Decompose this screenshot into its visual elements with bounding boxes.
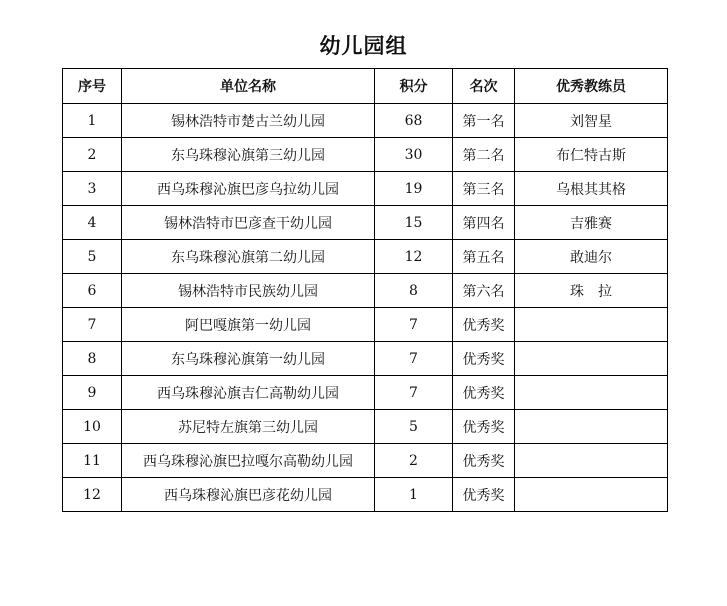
table-row — [63, 138, 668, 172]
cell-serial-number: 9 — [63, 376, 122, 410]
cell-coach: 珠 拉 — [515, 274, 668, 308]
cell-rank: 优秀奖 — [453, 410, 515, 444]
cell-coach: 敢迪尔 — [515, 240, 668, 274]
cell-coach — [515, 342, 668, 376]
cell-score: 7 — [375, 308, 453, 342]
table-row — [63, 444, 668, 478]
cell-serial-number: 7 — [63, 308, 122, 342]
table-row — [63, 240, 668, 274]
cell-serial-number: 1 — [63, 104, 122, 138]
cell-score: 15 — [375, 206, 453, 240]
cell-serial-number: 3 — [63, 172, 122, 206]
cell-unit-name: 东乌珠穆沁旗第二幼儿园 — [122, 240, 375, 274]
header-rank: 名次 — [453, 69, 515, 104]
cell-unit-name: 阿巴嘎旗第一幼儿园 — [122, 308, 375, 342]
cell-unit-name: 西乌珠穆沁旗巴彦乌拉幼儿园 — [122, 172, 375, 206]
cell-score: 7 — [375, 376, 453, 410]
table-row — [63, 172, 668, 206]
cell-coach: 布仁特古斯 — [515, 138, 668, 172]
cell-score: 68 — [375, 104, 453, 138]
header-serial-number: 序号 — [63, 69, 122, 104]
cell-rank: 第六名 — [453, 274, 515, 308]
table-row — [63, 478, 668, 512]
cell-unit-name: 东乌珠穆沁旗第三幼儿园 — [122, 138, 375, 172]
cell-serial-number: 10 — [63, 410, 122, 444]
table-row — [63, 342, 668, 376]
cell-score: 30 — [375, 138, 453, 172]
cell-rank: 第三名 — [453, 172, 515, 206]
cell-serial-number: 2 — [63, 138, 122, 172]
results-table — [62, 68, 668, 512]
cell-rank: 优秀奖 — [453, 444, 515, 478]
cell-unit-name: 锡林浩特市楚古兰幼儿园 — [122, 104, 375, 138]
cell-score: 12 — [375, 240, 453, 274]
cell-unit-name: 苏尼特左旗第三幼儿园 — [122, 410, 375, 444]
table-row — [63, 274, 668, 308]
table-row — [63, 410, 668, 444]
cell-coach: 乌根其其格 — [515, 172, 668, 206]
cell-serial-number: 4 — [63, 206, 122, 240]
header-score: 积分 — [375, 69, 453, 104]
cell-score: 8 — [375, 274, 453, 308]
document-title: 幼儿园组 — [319, 34, 408, 58]
cell-serial-number: 5 — [63, 240, 122, 274]
cell-coach — [515, 478, 668, 512]
cell-coach: 刘智星 — [515, 104, 668, 138]
cell-coach — [515, 444, 668, 478]
cell-rank: 优秀奖 — [453, 342, 515, 376]
cell-coach — [515, 410, 668, 444]
cell-unit-name: 西乌珠穆沁旗吉仁高勒幼儿园 — [122, 376, 375, 410]
cell-score: 1 — [375, 478, 453, 512]
cell-unit-name: 锡林浩特市民族幼儿园 — [122, 274, 375, 308]
cell-unit-name: 西乌珠穆沁旗巴彦花幼儿园 — [122, 478, 375, 512]
cell-score: 5 — [375, 410, 453, 444]
table-row — [63, 308, 668, 342]
header-excellent-coach: 优秀教练员 — [515, 69, 668, 104]
header-unit-name: 单位名称 — [122, 69, 375, 104]
table-row — [63, 206, 668, 240]
cell-unit-name: 锡林浩特市巴彦查干幼儿园 — [122, 206, 375, 240]
cell-unit-name: 西乌珠穆沁旗巴拉嘎尔高勒幼儿园 — [122, 444, 375, 478]
cell-score: 7 — [375, 342, 453, 376]
cell-rank: 第五名 — [453, 240, 515, 274]
cell-score: 2 — [375, 444, 453, 478]
table-row — [63, 376, 668, 410]
cell-rank: 第二名 — [453, 138, 515, 172]
cell-rank: 第四名 — [453, 206, 515, 240]
table-row — [63, 104, 668, 138]
cell-serial-number: 6 — [63, 274, 122, 308]
cell-serial-number: 12 — [63, 478, 122, 512]
cell-score: 19 — [375, 172, 453, 206]
cell-coach — [515, 376, 668, 410]
cell-rank: 优秀奖 — [453, 308, 515, 342]
cell-unit-name: 东乌珠穆沁旗第一幼儿园 — [122, 342, 375, 376]
cell-coach: 吉雅赛 — [515, 206, 668, 240]
cell-rank: 优秀奖 — [453, 478, 515, 512]
cell-serial-number: 11 — [63, 444, 122, 478]
cell-rank: 第一名 — [453, 104, 515, 138]
cell-coach — [515, 308, 668, 342]
cell-serial-number: 8 — [63, 342, 122, 376]
table-header-row — [63, 69, 668, 104]
cell-rank: 优秀奖 — [453, 376, 515, 410]
